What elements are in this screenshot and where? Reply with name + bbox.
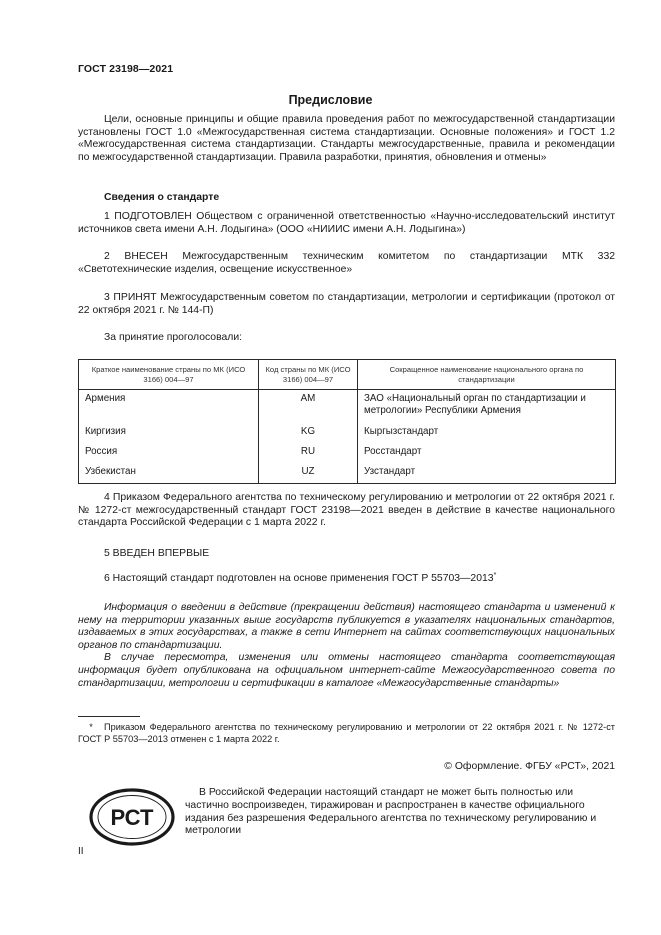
table-header-country: Краткое наименование страны по МК (ИСО 3166) 004—97	[79, 360, 259, 390]
table-row	[79, 443, 616, 463]
item-1-block	[78, 211, 615, 236]
logo-lettering: РСТ	[110, 805, 154, 830]
item-5-block	[78, 548, 615, 561]
standard-info-block	[78, 192, 615, 205]
voted-label: За принятие проголосовали:	[104, 332, 243, 343]
table-row	[79, 390, 616, 424]
item-2-paragraph: 2 ВНЕСЕН Межгосударственным техническим комитетом по стандартизации МТК 332 «Светотехнические изделия, освещение искусственное»	[78, 251, 615, 275]
reproduction-notice: В Российской Федерации настоящий стандарт не может быть полностью или частично воспроизведен, тиражирован и распространен в качестве официального издания без разрешения Федерального агентства по техническому регулированию и метрологии	[185, 787, 597, 837]
table-cell-country: Россия	[79, 443, 259, 463]
info-block	[78, 602, 615, 690]
voted-block	[78, 332, 615, 345]
rst-logo-icon	[88, 787, 176, 847]
item-1-paragraph: 1 ПОДГОТОВЛЕН Обществом с ограниченной ответственностью «Научно-исследовательский институт источников света имени А.Н. Лодыгина» (ООО «НИИИС имени А.Н. Лодыгина»)	[78, 211, 615, 235]
table-cell-country: Узбекистан	[79, 463, 259, 484]
footnote-reference: *	[493, 572, 497, 579]
info-paragraph-2: В случае пересмотра, изменения или отмены настоящего стандарта соответствующая информация будет опубликована на официальном интернет-сайте Межгосударственного совета по стандартизации, метрологии и сертификации в каталоге «Межгосударственные стандарты»	[78, 652, 615, 689]
intro-paragraph: Цели, основные принципы и общие правила проведения работ по межгосударственной стандартизации установлены ГОСТ 1.0 «Межгосударственная система стандартизации. Основные положения» и ГОСТ 1.2 «Межгосударственная система стандартизации. Стандарты межгосударственные, правила и рекомендации по межгосударственной стандартизации. Правила разработки, принятия, обновления и отмены»	[78, 114, 615, 163]
info-paragraph-1: Информация о введении в действие (прекращении действия) настоящего стандарта и изменений к нему на территории указанных выше государств публикуется в указателях национальных стандартов, издаваемых в этих государствах, а также в сети Интернет на сайтах соответствующих национальных органов по стандартизации.	[78, 602, 615, 651]
table-cell-body: Росстандарт	[358, 443, 616, 463]
item-6-paragraph	[78, 573, 615, 586]
footnote-text: Приказом Федерального агентства по техническому регулированию и метрологии от 22 октября 2021 г. № 1272-ст ГОСТ Р 55703—2013 отменен с 1 марта 2022 г.	[78, 722, 615, 745]
item-2-block	[78, 251, 615, 276]
item-6-text: 6 Настоящий стандарт подготовлен на основе применения ГОСТ Р 55703—2013	[104, 573, 494, 584]
table-cell-code: RU	[259, 443, 358, 463]
page-number: II	[78, 846, 84, 857]
table-header-body: Сокращенное наименование национального органа по стандартизации	[358, 360, 616, 390]
table-header-code: Код страны по МК (ИСО 3166) 004—97	[259, 360, 358, 390]
voting-countries-table	[78, 359, 616, 484]
copyright-line: © Оформление. ФГБУ «РСТ», 2021	[444, 761, 615, 772]
item-6-block	[78, 573, 615, 586]
item-5-paragraph: 5 ВВЕДЕН ВПЕРВЫЕ	[104, 548, 210, 559]
footnote	[78, 721, 615, 745]
footnote-mark: *	[89, 722, 93, 732]
table-cell-body: ЗАО «Национальный орган по стандартизации и метрологии» Республики Армения	[358, 390, 616, 424]
table-cell-country: Киргизия	[79, 423, 259, 443]
item-3-block	[78, 292, 615, 317]
item-4-paragraph: 4 Приказом Федерального агентства по техническому регулированию и метрологии от 22 октября 2021 г. № 1272-ст межгосударственный стандарт ГОСТ 23198—2021 введен в действие в качестве национального стандарта Российской Федерации с 1 марта 2022 г.	[78, 492, 615, 529]
item-4-block	[78, 492, 615, 530]
table-row	[79, 423, 616, 443]
page-title: Предисловие	[288, 93, 373, 107]
section-subtitle: Сведения о стандарте	[104, 192, 220, 203]
standard-number-header: ГОСТ 23198—2021	[78, 63, 174, 75]
table-cell-body: Кыргызстандарт	[358, 423, 616, 443]
table-cell-country: Армения	[79, 390, 259, 424]
table-cell-code: UZ	[259, 463, 358, 484]
table-header-row	[79, 360, 616, 390]
table-cell-body: Узстандарт	[358, 463, 616, 484]
table-cell-code: KG	[259, 423, 358, 443]
footnote-divider	[78, 716, 140, 717]
table-cell-code: AM	[259, 390, 358, 424]
table-row	[79, 463, 616, 484]
item-3-paragraph: 3 ПРИНЯТ Межгосударственным советом по стандартизации, метрологии и сертификации (протокол от 22 октября 2021 г. № 144-П)	[78, 292, 615, 316]
intro-block	[78, 114, 615, 164]
